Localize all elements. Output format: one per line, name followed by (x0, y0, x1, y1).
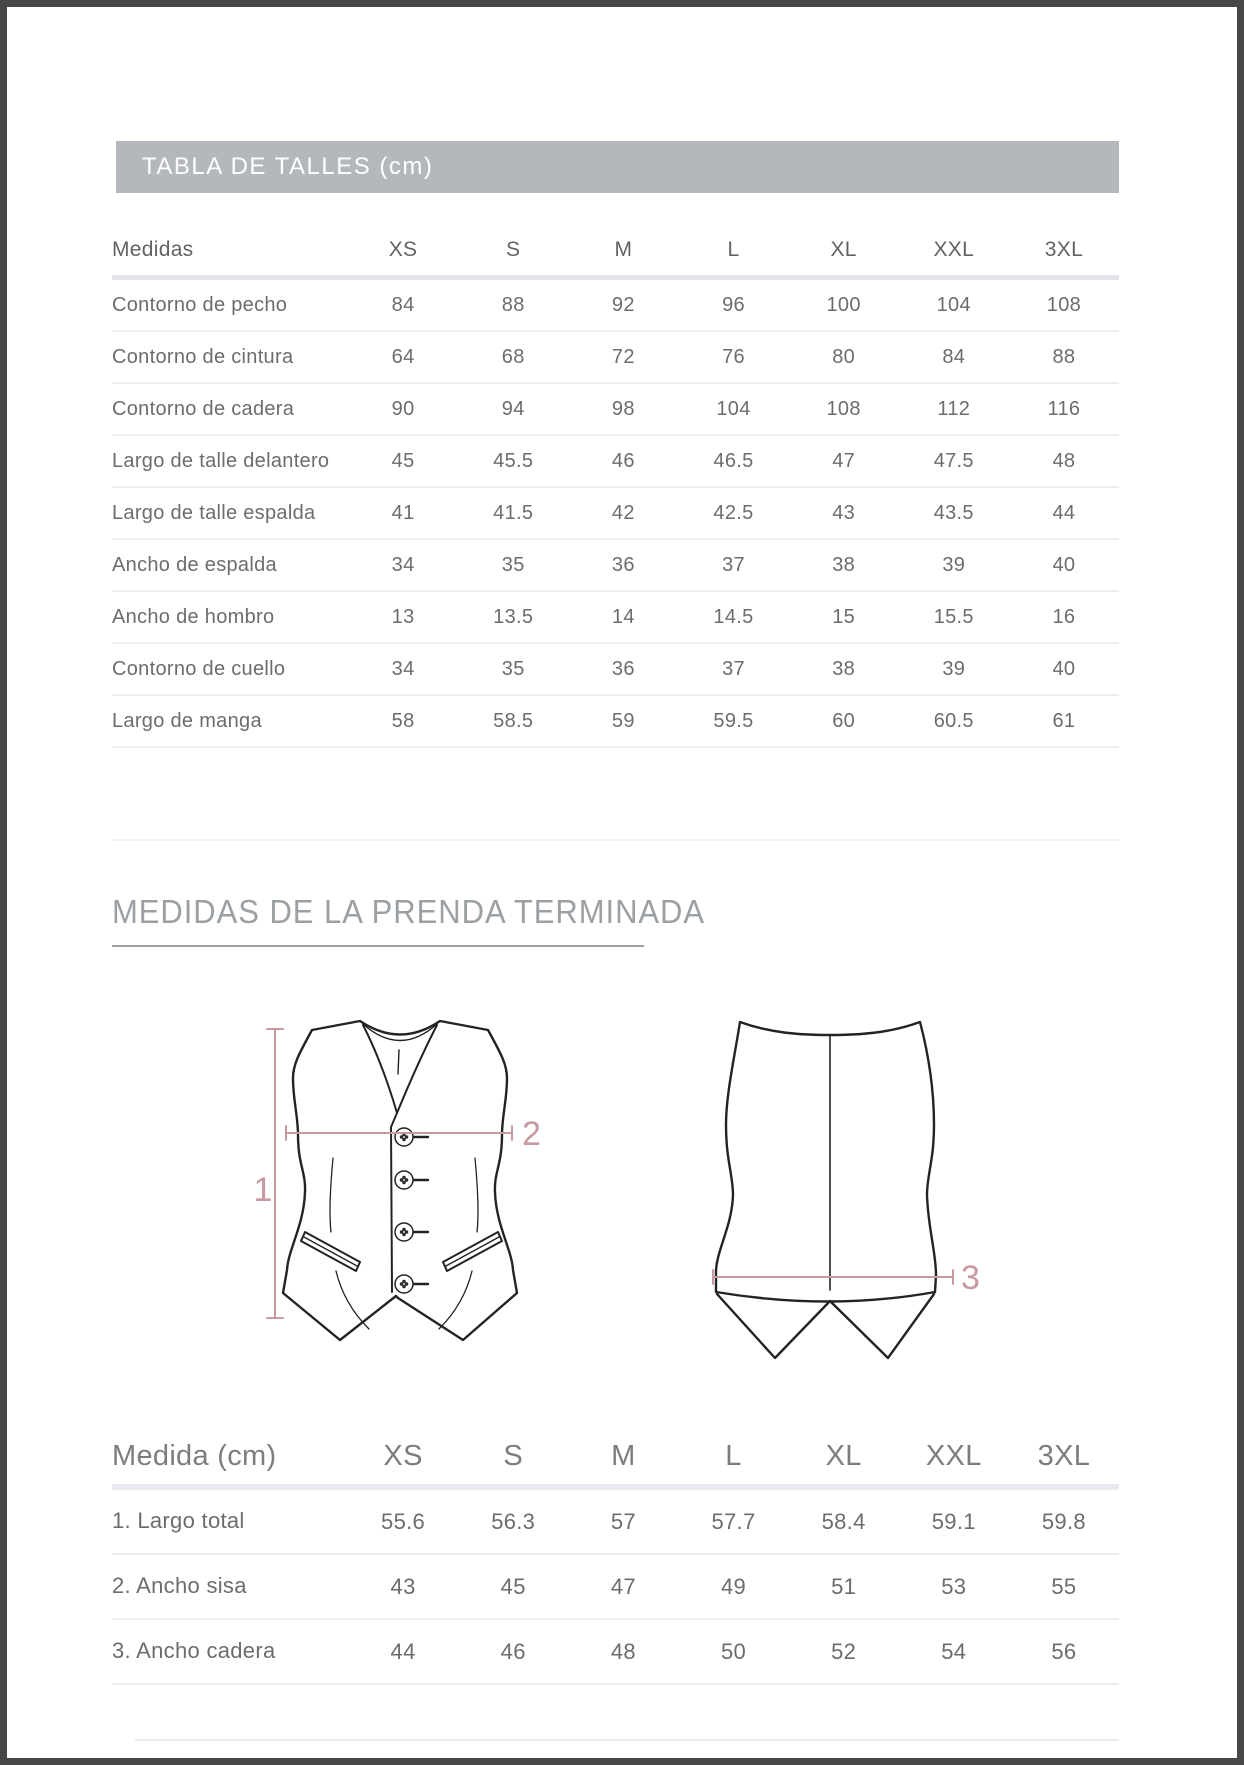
value-cell: 108 (1046, 293, 1082, 316)
value-cell: 58.5 (493, 709, 534, 732)
value-cell: 40 (1052, 553, 1076, 576)
value-cell: 45.5 (493, 449, 534, 472)
measure-column-header: Medida (cm) (112, 1439, 277, 1472)
body-measurements-table (112, 225, 1119, 748)
value-cell: 38 (832, 657, 856, 680)
value-cell: 57.7 (711, 1508, 756, 1534)
value-cell: 13 (391, 605, 415, 628)
value-cell: 61 (1052, 709, 1076, 732)
value-cell: 45 (500, 1573, 526, 1599)
row-label: Ancho de hombro (112, 606, 275, 628)
value-cell: 56.3 (491, 1508, 536, 1534)
value-cell: 45 (391, 449, 415, 472)
table-row (112, 592, 1119, 644)
value-cell: 35 (501, 553, 525, 576)
table-header-row (112, 225, 1119, 280)
value-cell: 116 (1047, 397, 1081, 420)
row-label: Contorno de cuello (112, 658, 286, 680)
value-cell: 49 (720, 1573, 747, 1599)
table-row (112, 1555, 1119, 1620)
value-cell: 90 (391, 397, 415, 420)
table-header-bar (116, 141, 1119, 193)
measure-column-header: Medidas (112, 238, 194, 262)
row-label: 2. Ancho sisa (112, 1573, 247, 1599)
row-label: Largo de manga (112, 710, 262, 732)
value-cell: 59.8 (1041, 1508, 1086, 1534)
value-cell: 41 (391, 501, 415, 524)
value-cell: 39 (942, 657, 966, 680)
table-row (112, 696, 1119, 748)
section-title: MEDIDAS DE LA PRENDA TERMINADA (112, 893, 706, 930)
value-cell: 13.5 (493, 605, 534, 628)
value-cell: 42 (611, 501, 635, 524)
vest-technical-drawing (230, 1000, 990, 1380)
table-row (112, 488, 1119, 540)
value-cell: 50 (720, 1638, 747, 1664)
value-cell: 84 (942, 345, 966, 368)
value-cell: 88 (501, 293, 525, 316)
value-cell: 55 (1051, 1573, 1077, 1599)
value-cell: 48 (1052, 449, 1076, 472)
value-cell: 47.5 (933, 449, 974, 472)
value-cell: 46.5 (713, 449, 754, 472)
value-cell: 37 (722, 657, 745, 680)
value-cell: 36 (611, 657, 635, 680)
size-column-header: L (725, 1439, 742, 1472)
table-row (112, 384, 1119, 436)
value-cell: 76 (722, 345, 745, 368)
size-column-header: 3XL (1044, 238, 1084, 261)
row-label: 1. Largo total (112, 1508, 245, 1534)
value-cell: 98 (611, 397, 635, 420)
size-column-header: S (506, 238, 521, 261)
size-column-header: L (727, 238, 740, 261)
value-cell: 68 (501, 345, 525, 368)
row-label: Ancho de espalda (112, 554, 277, 576)
table-header-bar-title: TABLA DE TALLES (cm) (142, 153, 434, 180)
value-cell: 37 (722, 553, 745, 576)
row-label: Largo de talle delantero (112, 450, 330, 472)
table-row (112, 280, 1119, 332)
row-label: Contorno de pecho (112, 294, 288, 316)
table-row (112, 436, 1119, 488)
value-cell: 38 (832, 553, 856, 576)
value-cell: 92 (611, 293, 635, 316)
row-label: Contorno de cadera (112, 398, 295, 420)
value-cell: 40 (1052, 657, 1076, 680)
value-cell: 53 (941, 1573, 967, 1599)
size-column-header: XL (830, 238, 857, 261)
row-label: Largo de talle espalda (112, 502, 316, 524)
value-cell: 54 (941, 1638, 967, 1664)
value-cell: 57 (610, 1508, 636, 1534)
value-cell: 88 (1052, 345, 1076, 368)
vest-front-drawing (283, 1021, 517, 1340)
value-cell: 55.6 (381, 1508, 426, 1534)
value-cell: 59 (611, 709, 635, 732)
size-column-header: 3XL (1037, 1439, 1091, 1472)
value-cell: 15 (832, 605, 856, 628)
value-cell: 56 (1051, 1638, 1077, 1664)
value-cell: 104 (716, 397, 751, 420)
size-column-header: M (614, 238, 633, 261)
bottom-rule (135, 1739, 1119, 1741)
section-finished-garment (112, 893, 743, 947)
table-header-row (112, 1428, 1119, 1490)
value-cell: 47 (610, 1573, 636, 1599)
value-cell: 34 (391, 657, 415, 680)
value-cell: 112 (937, 397, 971, 420)
value-cell: 52 (831, 1638, 857, 1664)
size-column-header: M (611, 1439, 636, 1472)
section-title-underline (112, 945, 644, 947)
value-cell: 96 (722, 293, 745, 316)
value-cell: 43 (832, 501, 856, 524)
measure-label-2: 2 (522, 1115, 541, 1153)
value-cell: 14 (611, 605, 635, 628)
value-cell: 46 (611, 449, 635, 472)
value-cell: 58 (391, 709, 415, 732)
value-cell: 15.5 (933, 605, 974, 628)
table-row (112, 644, 1119, 696)
size-column-header: XXL (933, 238, 975, 261)
value-cell: 16 (1052, 605, 1076, 628)
value-cell: 59.5 (713, 709, 754, 732)
value-cell: 60 (832, 709, 856, 732)
size-column-header: XL (825, 1439, 862, 1472)
value-cell: 34 (391, 553, 415, 576)
size-column-header: S (503, 1439, 524, 1472)
value-cell: 100 (826, 293, 861, 316)
value-cell: 51 (831, 1573, 857, 1599)
value-cell: 44 (1052, 501, 1076, 524)
value-cell: 35 (501, 657, 525, 680)
value-cell: 44 (390, 1638, 416, 1664)
size-column-header: XS (388, 238, 418, 261)
value-cell: 104 (936, 293, 971, 316)
value-cell: 84 (391, 293, 415, 316)
size-column-header: XXL (925, 1439, 982, 1472)
value-cell: 60.5 (933, 709, 974, 732)
measure-label-1: 1 (253, 1171, 273, 1209)
row-label: Contorno de cintura (112, 346, 294, 368)
vest-back-drawing (716, 1022, 936, 1358)
value-cell: 108 (826, 397, 861, 420)
value-cell: 46 (500, 1638, 526, 1664)
table-row (112, 1490, 1119, 1555)
measure-label-3: 3 (961, 1259, 980, 1297)
table-row (112, 540, 1119, 592)
value-cell: 59.1 (931, 1508, 976, 1534)
row-label: 3. Ancho cadera (112, 1638, 276, 1664)
finished-garment-table (112, 1428, 1119, 1685)
vest-drawing-svg (230, 1000, 990, 1380)
value-cell: 48 (610, 1638, 636, 1664)
value-cell: 58.4 (821, 1508, 866, 1534)
table-row (112, 1620, 1119, 1685)
value-cell: 39 (942, 553, 966, 576)
value-cell: 36 (611, 553, 635, 576)
value-cell: 43 (390, 1573, 416, 1599)
value-cell: 41.5 (493, 501, 534, 524)
value-cell: 80 (832, 345, 856, 368)
value-cell: 64 (391, 345, 415, 368)
divider-rule (112, 839, 1119, 841)
value-cell: 72 (611, 345, 635, 368)
value-cell: 43.5 (933, 501, 974, 524)
value-cell: 14.5 (713, 605, 754, 628)
value-cell: 94 (501, 397, 525, 420)
table-row (112, 332, 1119, 384)
value-cell: 42.5 (713, 501, 754, 524)
value-cell: 47 (832, 449, 856, 472)
size-column-header: XS (383, 1439, 423, 1472)
